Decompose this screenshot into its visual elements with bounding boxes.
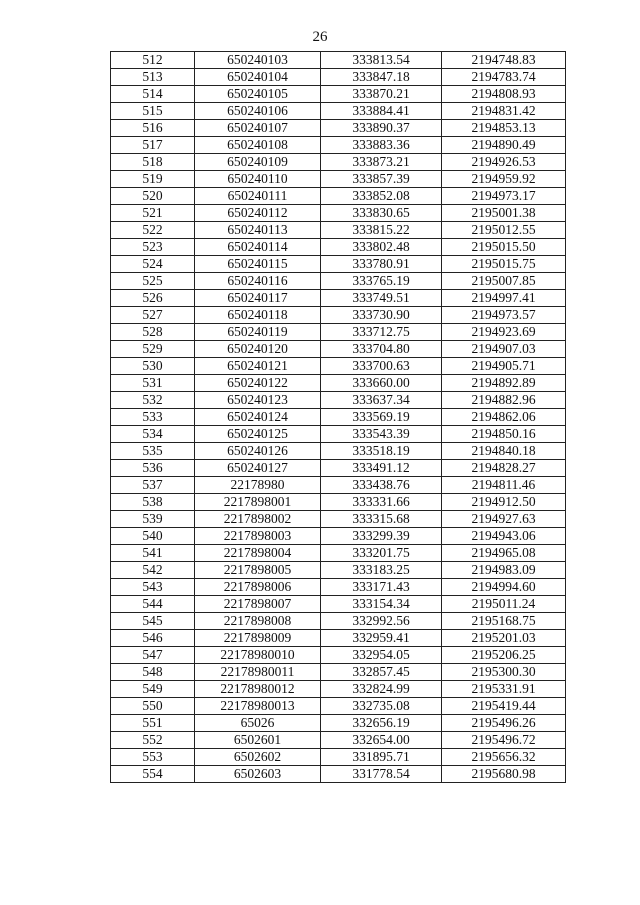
x-coordinate-cell: 332954.05 — [321, 647, 442, 664]
y-coordinate-cell: 2194997.41 — [442, 290, 566, 307]
point-id-cell: 650240122 — [195, 375, 321, 392]
y-coordinate-cell: 2194965.08 — [442, 545, 566, 562]
y-coordinate-cell: 2195001.38 — [442, 205, 566, 222]
y-coordinate-cell: 2194811.46 — [442, 477, 566, 494]
y-coordinate-cell: 2194926.53 — [442, 154, 566, 171]
row-number-cell: 518 — [111, 154, 195, 171]
x-coordinate-cell: 333857.39 — [321, 171, 442, 188]
point-id-cell: 2217898004 — [195, 545, 321, 562]
point-id-cell: 6502602 — [195, 749, 321, 766]
row-number-cell: 543 — [111, 579, 195, 596]
row-number-cell: 535 — [111, 443, 195, 460]
point-id-cell: 650240115 — [195, 256, 321, 273]
row-number-cell: 533 — [111, 409, 195, 426]
row-number-cell: 531 — [111, 375, 195, 392]
x-coordinate-cell: 333637.34 — [321, 392, 442, 409]
x-coordinate-cell: 333171.43 — [321, 579, 442, 596]
table-row — [111, 273, 566, 290]
point-id-cell: 650240109 — [195, 154, 321, 171]
x-coordinate-cell: 332824.99 — [321, 681, 442, 698]
table-row — [111, 154, 566, 171]
row-number-cell: 554 — [111, 766, 195, 783]
point-id-cell: 650240108 — [195, 137, 321, 154]
table-row — [111, 341, 566, 358]
y-coordinate-cell: 2195419.44 — [442, 698, 566, 715]
x-coordinate-cell: 333765.19 — [321, 273, 442, 290]
y-coordinate-cell: 2194862.06 — [442, 409, 566, 426]
x-coordinate-cell: 333749.51 — [321, 290, 442, 307]
row-number-cell: 532 — [111, 392, 195, 409]
x-coordinate-cell: 333700.63 — [321, 358, 442, 375]
table-row — [111, 307, 566, 324]
row-number-cell: 529 — [111, 341, 195, 358]
x-coordinate-cell: 333201.75 — [321, 545, 442, 562]
table-row — [111, 324, 566, 341]
x-coordinate-cell: 333183.25 — [321, 562, 442, 579]
y-coordinate-cell: 2195007.85 — [442, 273, 566, 290]
row-number-cell: 537 — [111, 477, 195, 494]
point-id-cell: 2217898007 — [195, 596, 321, 613]
y-coordinate-cell: 2194853.13 — [442, 120, 566, 137]
y-coordinate-cell: 2194959.92 — [442, 171, 566, 188]
x-coordinate-cell: 333331.66 — [321, 494, 442, 511]
row-number-cell: 517 — [111, 137, 195, 154]
x-coordinate-cell: 332992.56 — [321, 613, 442, 630]
row-number-cell: 550 — [111, 698, 195, 715]
x-coordinate-cell: 331778.54 — [321, 766, 442, 783]
y-coordinate-cell: 2194983.09 — [442, 562, 566, 579]
coordinates-table — [110, 51, 566, 783]
x-coordinate-cell: 332959.41 — [321, 630, 442, 647]
y-coordinate-cell: 2195012.55 — [442, 222, 566, 239]
point-id-cell: 650240114 — [195, 239, 321, 256]
row-number-cell: 538 — [111, 494, 195, 511]
y-coordinate-cell: 2195015.50 — [442, 239, 566, 256]
table-row — [111, 664, 566, 681]
table-row — [111, 766, 566, 783]
table-row — [111, 69, 566, 86]
y-coordinate-cell: 2194831.42 — [442, 103, 566, 120]
point-id-cell: 650240106 — [195, 103, 321, 120]
table-row — [111, 647, 566, 664]
table-body — [111, 52, 566, 783]
table-row — [111, 443, 566, 460]
row-number-cell: 541 — [111, 545, 195, 562]
row-number-cell: 551 — [111, 715, 195, 732]
point-id-cell: 22178980011 — [195, 664, 321, 681]
y-coordinate-cell: 2194748.83 — [442, 52, 566, 69]
y-coordinate-cell: 2194927.63 — [442, 511, 566, 528]
row-number-cell: 536 — [111, 460, 195, 477]
x-coordinate-cell: 333852.08 — [321, 188, 442, 205]
point-id-cell: 2217898003 — [195, 528, 321, 545]
y-coordinate-cell: 2194905.71 — [442, 358, 566, 375]
row-number-cell: 549 — [111, 681, 195, 698]
y-coordinate-cell: 2194882.96 — [442, 392, 566, 409]
y-coordinate-cell: 2194994.60 — [442, 579, 566, 596]
y-coordinate-cell: 2195496.26 — [442, 715, 566, 732]
table-row — [111, 494, 566, 511]
row-number-cell: 545 — [111, 613, 195, 630]
point-id-cell: 650240126 — [195, 443, 321, 460]
x-coordinate-cell: 332735.08 — [321, 698, 442, 715]
table-row — [111, 528, 566, 545]
point-id-cell: 650240123 — [195, 392, 321, 409]
y-coordinate-cell: 2195496.72 — [442, 732, 566, 749]
x-coordinate-cell: 333870.21 — [321, 86, 442, 103]
row-number-cell: 519 — [111, 171, 195, 188]
point-id-cell: 2217898005 — [195, 562, 321, 579]
x-coordinate-cell: 333730.90 — [321, 307, 442, 324]
point-id-cell: 650240121 — [195, 358, 321, 375]
x-coordinate-cell: 331895.71 — [321, 749, 442, 766]
x-coordinate-cell: 333704.80 — [321, 341, 442, 358]
row-number-cell: 512 — [111, 52, 195, 69]
point-id-cell: 650240103 — [195, 52, 321, 69]
table-row — [111, 426, 566, 443]
table-row — [111, 749, 566, 766]
point-id-cell: 650240120 — [195, 341, 321, 358]
y-coordinate-cell: 2194840.18 — [442, 443, 566, 460]
y-coordinate-cell: 2194850.16 — [442, 426, 566, 443]
table-row — [111, 613, 566, 630]
table-row — [111, 392, 566, 409]
x-coordinate-cell: 333873.21 — [321, 154, 442, 171]
x-coordinate-cell: 333712.75 — [321, 324, 442, 341]
table-row — [111, 460, 566, 477]
row-number-cell: 526 — [111, 290, 195, 307]
y-coordinate-cell: 2195168.75 — [442, 613, 566, 630]
row-number-cell: 522 — [111, 222, 195, 239]
y-coordinate-cell: 2194892.89 — [442, 375, 566, 392]
point-id-cell: 2217898001 — [195, 494, 321, 511]
row-number-cell: 514 — [111, 86, 195, 103]
table-row — [111, 511, 566, 528]
point-id-cell: 650240127 — [195, 460, 321, 477]
point-id-cell: 650240118 — [195, 307, 321, 324]
y-coordinate-cell: 2194973.57 — [442, 307, 566, 324]
x-coordinate-cell: 333847.18 — [321, 69, 442, 86]
y-coordinate-cell: 2194973.17 — [442, 188, 566, 205]
table-row — [111, 409, 566, 426]
table-row — [111, 358, 566, 375]
y-coordinate-cell: 2194808.93 — [442, 86, 566, 103]
y-coordinate-cell: 2195680.98 — [442, 766, 566, 783]
point-id-cell: 2217898002 — [195, 511, 321, 528]
table-row — [111, 239, 566, 256]
point-id-cell: 6502601 — [195, 732, 321, 749]
point-id-cell: 2217898006 — [195, 579, 321, 596]
y-coordinate-cell: 2195206.25 — [442, 647, 566, 664]
table-row — [111, 715, 566, 732]
y-coordinate-cell: 2194783.74 — [442, 69, 566, 86]
point-id-cell: 22178980 — [195, 477, 321, 494]
y-coordinate-cell: 2195300.30 — [442, 664, 566, 681]
row-number-cell: 524 — [111, 256, 195, 273]
x-coordinate-cell: 333518.19 — [321, 443, 442, 460]
table-row — [111, 103, 566, 120]
point-id-cell: 6502603 — [195, 766, 321, 783]
row-number-cell: 521 — [111, 205, 195, 222]
table-row — [111, 137, 566, 154]
row-number-cell: 525 — [111, 273, 195, 290]
point-id-cell: 650240110 — [195, 171, 321, 188]
table-row — [111, 596, 566, 613]
table-row — [111, 545, 566, 562]
row-number-cell: 539 — [111, 511, 195, 528]
y-coordinate-cell: 2195201.03 — [442, 630, 566, 647]
y-coordinate-cell: 2194890.49 — [442, 137, 566, 154]
row-number-cell: 552 — [111, 732, 195, 749]
x-coordinate-cell: 333154.34 — [321, 596, 442, 613]
row-number-cell: 528 — [111, 324, 195, 341]
table-row — [111, 630, 566, 647]
x-coordinate-cell: 333815.22 — [321, 222, 442, 239]
y-coordinate-cell: 2194907.03 — [442, 341, 566, 358]
x-coordinate-cell: 332857.45 — [321, 664, 442, 681]
y-coordinate-cell: 2195011.24 — [442, 596, 566, 613]
table-row — [111, 477, 566, 494]
row-number-cell: 520 — [111, 188, 195, 205]
row-number-cell: 516 — [111, 120, 195, 137]
point-id-cell: 650240107 — [195, 120, 321, 137]
x-coordinate-cell: 333491.12 — [321, 460, 442, 477]
x-coordinate-cell: 332654.00 — [321, 732, 442, 749]
y-coordinate-cell: 2194943.06 — [442, 528, 566, 545]
x-coordinate-cell: 333660.00 — [321, 375, 442, 392]
point-id-cell: 2217898008 — [195, 613, 321, 630]
y-coordinate-cell: 2194828.27 — [442, 460, 566, 477]
table-row — [111, 120, 566, 137]
row-number-cell: 546 — [111, 630, 195, 647]
x-coordinate-cell: 333569.19 — [321, 409, 442, 426]
x-coordinate-cell: 333883.36 — [321, 137, 442, 154]
row-number-cell: 523 — [111, 239, 195, 256]
table-row — [111, 256, 566, 273]
row-number-cell: 544 — [111, 596, 195, 613]
point-id-cell: 650240117 — [195, 290, 321, 307]
row-number-cell: 534 — [111, 426, 195, 443]
point-id-cell: 650240125 — [195, 426, 321, 443]
table-row — [111, 171, 566, 188]
row-number-cell: 542 — [111, 562, 195, 579]
table-row — [111, 86, 566, 103]
table-row — [111, 579, 566, 596]
row-number-cell: 553 — [111, 749, 195, 766]
row-number-cell: 513 — [111, 69, 195, 86]
x-coordinate-cell: 333438.76 — [321, 477, 442, 494]
x-coordinate-cell: 333884.41 — [321, 103, 442, 120]
row-number-cell: 515 — [111, 103, 195, 120]
x-coordinate-cell: 333780.91 — [321, 256, 442, 273]
point-id-cell: 22178980010 — [195, 647, 321, 664]
x-coordinate-cell: 333543.39 — [321, 426, 442, 443]
row-number-cell: 540 — [111, 528, 195, 545]
point-id-cell: 650240104 — [195, 69, 321, 86]
point-id-cell: 650240116 — [195, 273, 321, 290]
table-row — [111, 562, 566, 579]
table-row — [111, 188, 566, 205]
table-row — [111, 222, 566, 239]
table-row — [111, 698, 566, 715]
row-number-cell: 530 — [111, 358, 195, 375]
y-coordinate-cell: 2194912.50 — [442, 494, 566, 511]
point-id-cell: 650240112 — [195, 205, 321, 222]
table-row — [111, 375, 566, 392]
y-coordinate-cell: 2194923.69 — [442, 324, 566, 341]
point-id-cell: 22178980013 — [195, 698, 321, 715]
point-id-cell: 650240119 — [195, 324, 321, 341]
x-coordinate-cell: 332656.19 — [321, 715, 442, 732]
point-id-cell: 650240113 — [195, 222, 321, 239]
table-row — [111, 52, 566, 69]
x-coordinate-cell: 333813.54 — [321, 52, 442, 69]
x-coordinate-cell: 333299.39 — [321, 528, 442, 545]
x-coordinate-cell: 333315.68 — [321, 511, 442, 528]
point-id-cell: 2217898009 — [195, 630, 321, 647]
point-id-cell: 65026 — [195, 715, 321, 732]
row-number-cell: 527 — [111, 307, 195, 324]
table-row — [111, 732, 566, 749]
point-id-cell: 22178980012 — [195, 681, 321, 698]
row-number-cell: 548 — [111, 664, 195, 681]
x-coordinate-cell: 333802.48 — [321, 239, 442, 256]
page-number: 26 — [312, 29, 328, 45]
table-row — [111, 681, 566, 698]
table-row — [111, 205, 566, 222]
point-id-cell: 650240111 — [195, 188, 321, 205]
y-coordinate-cell: 2195331.91 — [442, 681, 566, 698]
y-coordinate-cell: 2195656.32 — [442, 749, 566, 766]
row-number-cell: 547 — [111, 647, 195, 664]
point-id-cell: 650240124 — [195, 409, 321, 426]
x-coordinate-cell: 333890.37 — [321, 120, 442, 137]
point-id-cell: 650240105 — [195, 86, 321, 103]
table-row — [111, 290, 566, 307]
x-coordinate-cell: 333830.65 — [321, 205, 442, 222]
y-coordinate-cell: 2195015.75 — [442, 256, 566, 273]
